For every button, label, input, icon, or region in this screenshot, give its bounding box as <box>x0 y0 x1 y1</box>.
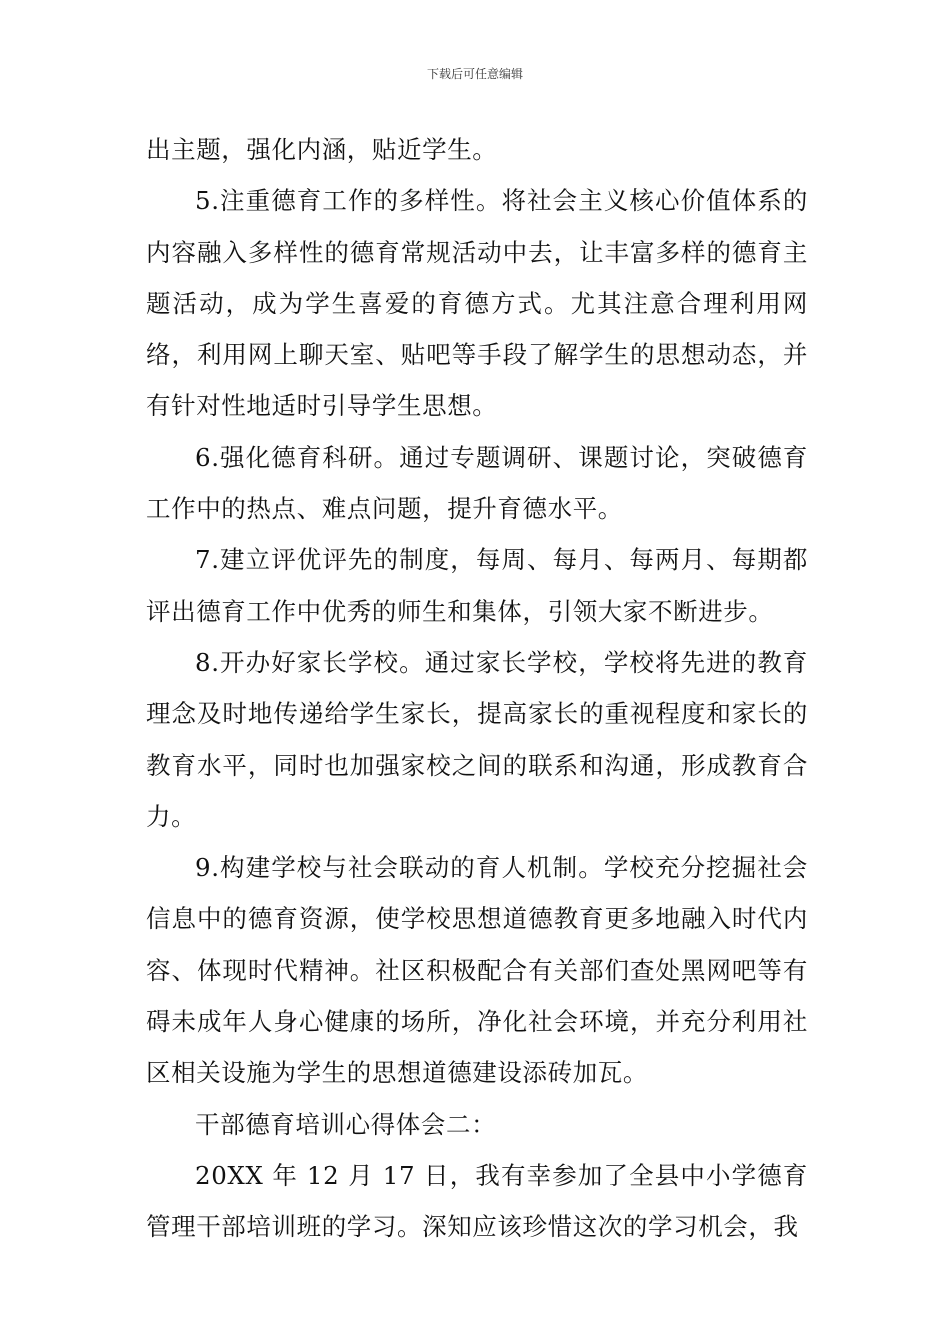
paragraph-item-6: 6.强化德育科研。通过专题调研、课题讨论，突破德育工作中的热点、难点问题，提升育德水平。 <box>146 442 808 524</box>
paragraph-item-9: 9.构建学校与社会联动的育人机制。学校充分挖掘社会信息中的德育资源，使学校思想道德教育更多地融入时代内容、体现时代精神。社区积极配合有关部们查处黑网吧等有碍未成年人身心健康的场所，净化社会环境，并充分利用社区相关设施为学生的思想道德建设添砖加瓦。 <box>146 853 808 1088</box>
document-body <box>146 124 808 1253</box>
page-header: 下载后可任意编辑 <box>426 67 523 81</box>
paragraph-item-5: 5.注重德育工作的多样性。将社会主义核心价值体系的内容融入多样性的德育常规活动中去，让丰富多样的德育主题活动，成为学生喜爱的育德方式。尤其注意合理利用网络，利用网上聊天室、贴吧等手段了解学生的思想动态，并有针对性地适时引导学生思想。 <box>146 186 808 421</box>
section-heading: 干部德育培训心得体会二： <box>195 1109 497 1139</box>
paragraph-continuation: 出主题，强化内涵，贴近学生。 <box>146 135 498 164</box>
paragraph-item-8: 8.开办好家长学校。通过家长学校，学校将先进的教育理念及时地传递给学生家长，提高家长的重视程度和家长的教育水平，同时也加强家校之间的联系和沟通，形成教育合力。 <box>146 647 808 831</box>
paragraph-item-7: 7.建立评优评先的制度，每周、每月、每两月、每期都评出德育工作中优秀的师生和集体，引领大家不断进步。 <box>146 545 808 626</box>
paragraph-intro: 20XX 年 12 月 17 日，我有幸参加了全县中小学德育管理干部培训班的学习。深知应该珍惜这次的学习机会，我 <box>146 1160 808 1242</box>
